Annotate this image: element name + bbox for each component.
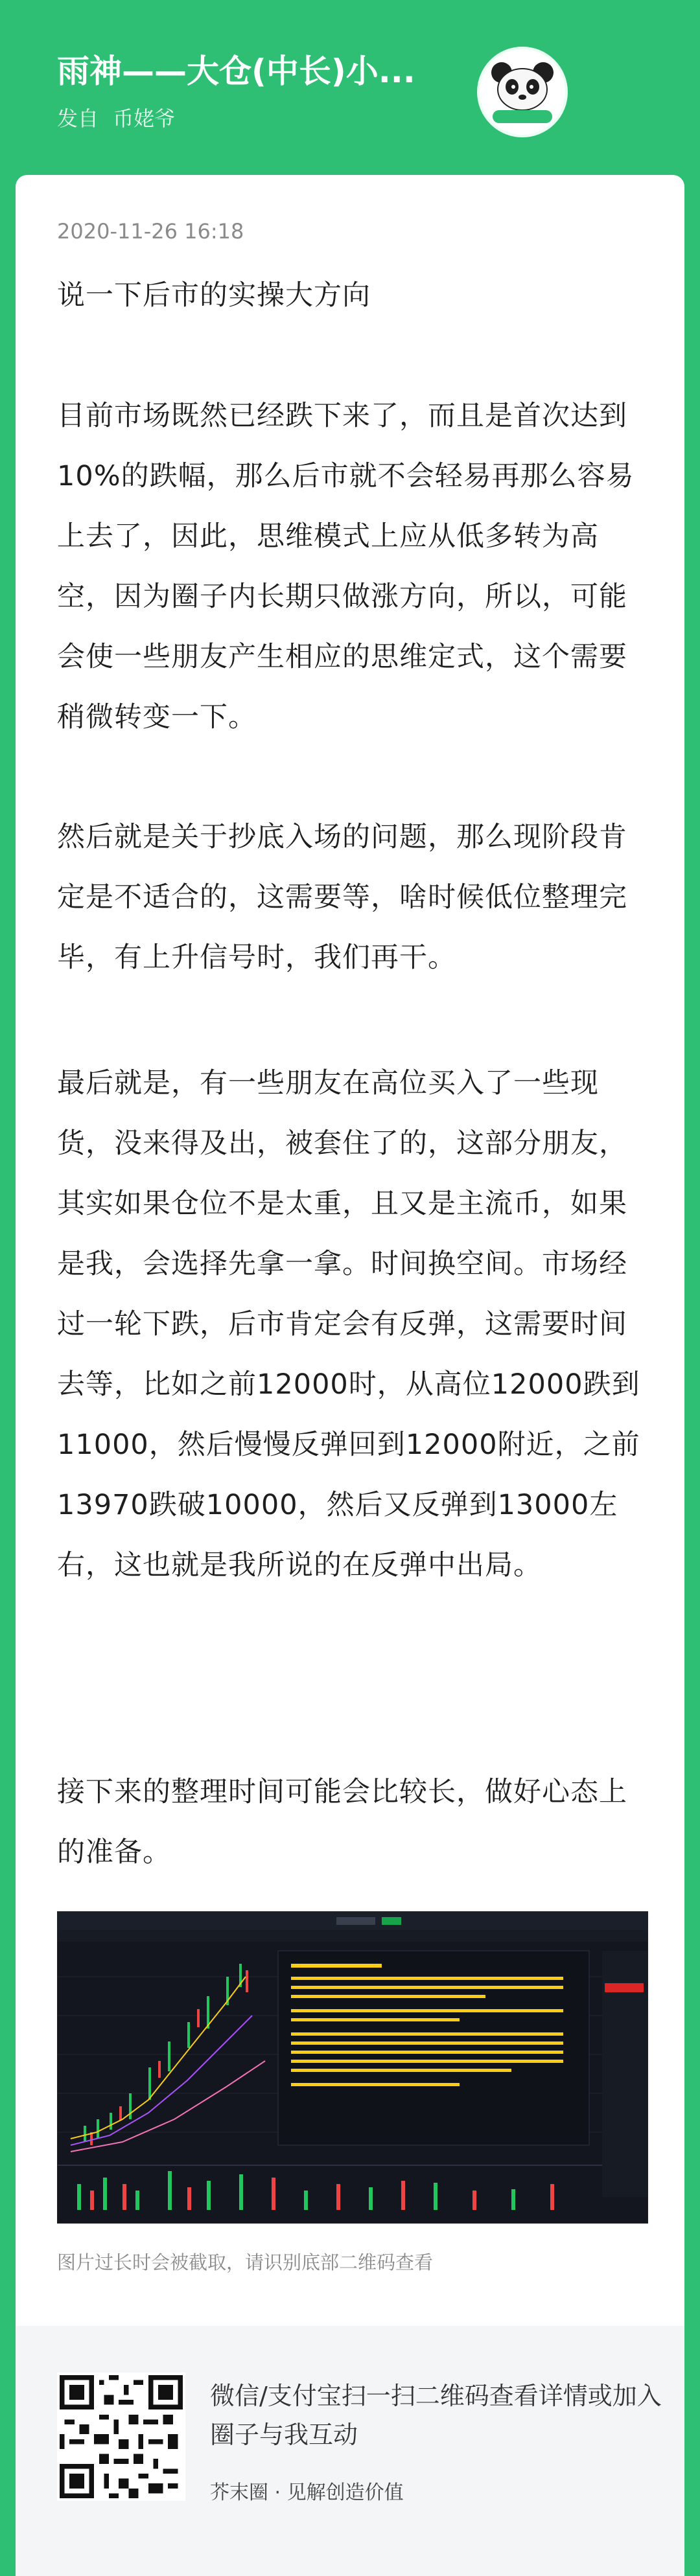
qr-instructions: 微信/支付宝扫一扫二维码查看详情或加入圈子与我互动 xyxy=(210,2382,662,2449)
circle-title[interactable]: 雨神——大仓(中长)小... xyxy=(57,52,415,90)
author-name[interactable]: 币姥爷 xyxy=(113,106,176,131)
post-date: 2020-11-26 16:18 xyxy=(57,219,244,244)
author-row xyxy=(57,102,183,132)
post-card xyxy=(16,175,684,2576)
post-paragraph: 接下来的整理时间可能会比较长，做好心态上的准备。 xyxy=(57,1776,627,1869)
post-paragraph: 最后就是，有一些朋友在高位买入了一些现货，没来得及出，被套住了的，这部分朋友，其实如果仓位不是太重，且又是主流币，如果是我，会选择先拿一拿。时间换空间。市场经过一轮下跌，后市肯定会有反弹，这需要时间去等，比如之前12000时，从高位12000跌到11000，然后慢慢反弹回到12000附近，之前13970跌破10000，然后又反弹到13000左右，这也就是我所说的在反弹中出局。 xyxy=(57,1067,640,1581)
qr-footer xyxy=(16,2326,684,2576)
brand-slogan: 芥末圈 · 见解创造价值 xyxy=(210,2481,404,2504)
post-header xyxy=(0,0,700,175)
chart-screenshot-image[interactable] xyxy=(57,1911,648,2224)
panda-logo-icon xyxy=(480,49,565,135)
post-paragraph: 目前市场既然已经跌下来了，而且是首次达到10%的跌幅，那么后市就不会轻易再那么容易上去了，因此，思维模式上应从低多转为高空，因为圈子内长期只做涨方向，所以，可能会使一些朋友产生相应的思维定式，这个需要稍微转变一下。 xyxy=(57,400,635,733)
qr-code-graphic xyxy=(60,2375,183,2498)
qr-code-icon[interactable] xyxy=(57,2373,185,2501)
post-paragraph: 然后就是关于抄底入场的问题，那么现阶段肯定是不适合的，这需要等，啥时候低位整理完毕，有上升信号时，我们再干。 xyxy=(57,821,627,974)
avatar[interactable] xyxy=(477,47,568,137)
from-label: 发自 xyxy=(57,106,99,131)
image-caption: 图片过长时会被截取，请识别底部二维码查看 xyxy=(57,2251,434,2273)
post-heading: 说一下后市的实操大方向 xyxy=(57,279,371,312)
trading-chart-image xyxy=(58,1912,648,2223)
